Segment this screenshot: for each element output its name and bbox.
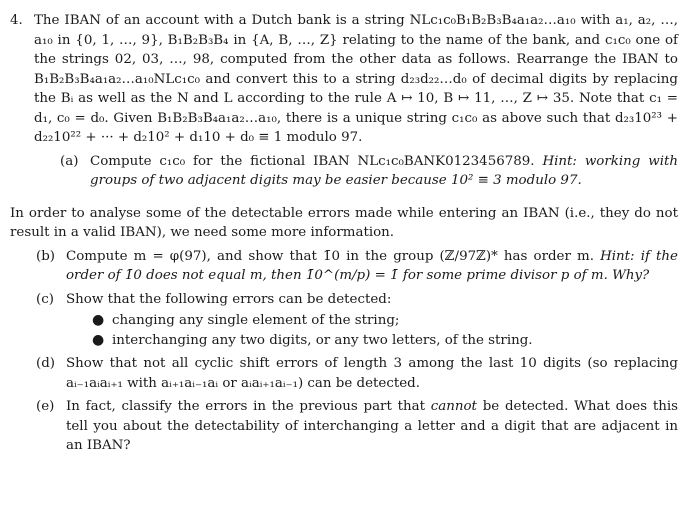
bullet-icon: ● [92, 331, 105, 348]
problem-statement: The IBAN of an account with a Dutch bank is a string NLc₁c₀B₁B₂B₃B₄a₁a₂…a₁₀ with a₁, a₂, …, a₁₀ in {0, 1, …, 9}, B₁B₂B₃B₄ in {A, B, …, Z} relating to the name of the bank, and c₁c₀ one of the strings 02, 03, …, 98, computed from the other data as follows. Rearrange the IBAN to B₁B₂B₃B₄a₁a₂…a₁₀NLc₁c₀ and convert this to a string d₂₃d₂₂…d₀ of decimal digits by replacing the Bᵢ as well as the N and L according to the rule A ↦ 10, B ↦ 11, …, Z ↦ 35. Note that c₁ = d₁, c₀ = d₀. Given B₁B₂B₃B₄a₁a₂…a₁₀, there is a unique string c₁c₀ as above such that d₂₃10²³ + d₂₂10²² + ··· + d₂10² + d₁10 + d₀ ≡ 1 modulo 97. [34, 13, 678, 145]
bullet-item [92, 331, 678, 351]
part-e-content [66, 397, 678, 456]
part-a [60, 152, 678, 191]
part-e [36, 397, 678, 456]
part-a-content [90, 152, 678, 191]
bullet-item [92, 311, 678, 331]
part-d-text: Show that not all cyclic shift errors of length 3 among the last 10 digits (so replacing aᵢ₋₁aᵢaᵢ₊₁ with aᵢ₊₁aᵢ₋₁aᵢ or aᵢaᵢ₊₁aᵢ₋₁) can be detected. [66, 356, 678, 391]
bullet-text: interchanging any two digits, or any two letters, of the string. [112, 332, 533, 348]
part-e-text-after: be detected. What does this tell you about the detectability of interchanging a letter and a digit that are adjacent in an IBAN? [66, 399, 678, 453]
part-e-emphasis: cannot [430, 399, 477, 414]
part-b-content [66, 247, 678, 286]
part-c-content [66, 290, 678, 351]
problem-number: 4. [10, 13, 23, 28]
part-a-label: (a) [60, 153, 79, 169]
part-c [36, 290, 678, 351]
intro-paragraph: In order to analyse some of the detectable errors made while entering an IBAN (i.e., they do not result in a valid IBAN), we need some more information. [10, 205, 678, 240]
bullet-icon: ● [92, 312, 105, 328]
part-c-text: Show that the following errors can be detected: [66, 291, 392, 307]
part-a-hint: Hint: working with groups of two adjacent digits may be easier because 10² ≡ 3 modulo 97. [90, 153, 678, 188]
bullet-text: changing any single element of the string; [112, 313, 400, 328]
part-b-text: Compute m = φ(97), and show that 1̄0 in the group (ℤ/97ℤ)* has order m. [66, 248, 594, 264]
part-b-label: (b) [36, 248, 56, 264]
part-c-bullet-list [66, 311, 678, 350]
part-b-hint: Hint: if the order of 1̄0 does not equal m, then 1̄0^(m/p) = 1̄ for some prime divisor p of m. Why? [66, 248, 678, 283]
part-e-label: (e) [36, 399, 55, 414]
problem-4 [10, 11, 678, 191]
part-b [36, 247, 678, 286]
part-c-label: (c) [36, 291, 54, 307]
part-d [36, 354, 678, 393]
problem-body [34, 11, 678, 191]
part-a-text: Compute c₁c₀ for the fictional IBAN NLc₁c₀BANK0123456789. [90, 153, 535, 169]
part-d-label: (d) [36, 356, 56, 371]
part-e-text-before: In fact, classify the errors in the previous part that [66, 399, 425, 414]
